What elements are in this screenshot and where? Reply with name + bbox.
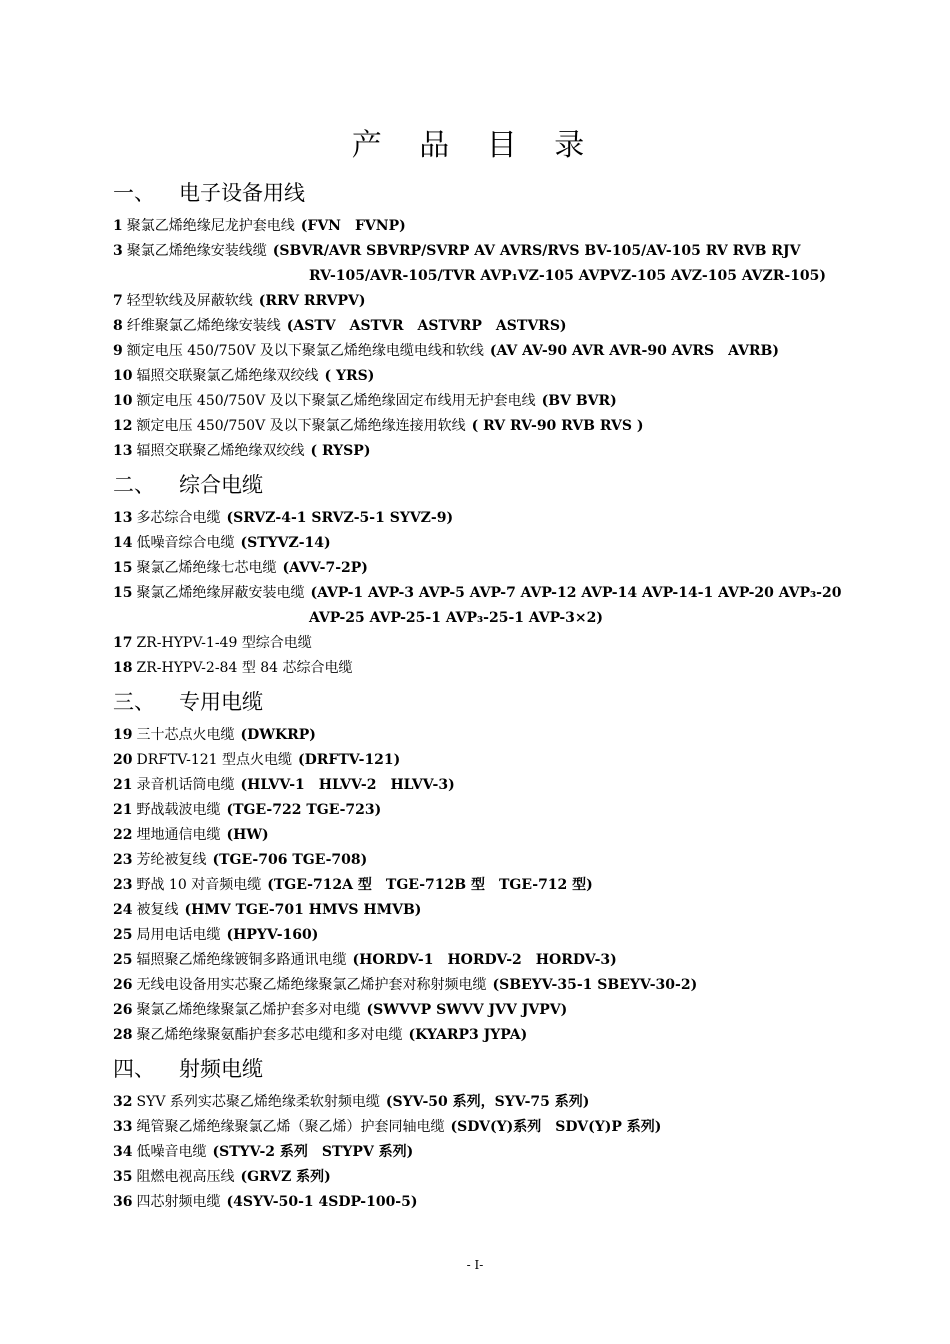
entry-model-codes: (GRVZ 系列): [240, 1169, 331, 1185]
entry-model-codes: (AVP-1 AVP-3 AVP-5 AVP-7 AVP-12 AVP-14 AVP-14-1 AVP-20 AVP₃-20: [310, 585, 842, 601]
entry-product-name: 阻燃电视高压线: [136, 1169, 235, 1185]
entry-model-codes: ( RV RV-90 RVB RVS ): [471, 418, 644, 434]
entry-page-number: 10: [113, 393, 133, 409]
entry-model-codes: (TGE-706 TGE-708): [212, 852, 368, 868]
section-title: 专用电缆: [179, 690, 263, 714]
entry-page-number: 19: [113, 727, 133, 743]
entry-model-codes: (STYVZ-14): [240, 535, 331, 551]
entry-product-name: 绳管聚乙烯绝缘聚氯乙烯（聚乙烯）护套同轴电缆: [136, 1119, 445, 1135]
entry-model-codes: (HW): [226, 827, 269, 843]
entry-product-name: 辐照交联聚氯乙烯绝缘双绞线: [136, 368, 319, 384]
toc-entry: [113, 364, 873, 389]
entry-product-name: 纤维聚氯乙烯绝缘安装线: [126, 318, 281, 334]
entry-page-number: 23: [113, 852, 133, 868]
entry-page-number: 13: [113, 510, 133, 526]
entry-product-name: 局用电话电缆: [136, 927, 221, 943]
entry-product-name: SYV 系列实芯聚乙烯绝缘柔软射频电缆: [136, 1094, 380, 1110]
entry-product-name: 聚氯乙烯绝缘尼龙护套电线: [126, 218, 295, 234]
entry-product-name: 额定电压 450/750V 及以下聚氯乙烯绝缘电缆电线和软线: [126, 343, 484, 359]
entry-model-codes: (RRV RRVPV): [258, 293, 366, 309]
entry-product-name: 聚氯乙烯绝缘七芯电缆: [136, 560, 277, 576]
entry-model-codes: (4SYV-50-1 4SDP-100-5): [226, 1194, 418, 1210]
toc-entry: [113, 339, 873, 364]
entry-product-name: 被复线: [136, 902, 179, 918]
entry-model-codes: (SRVZ-4-1 SRVZ-5-1 SYVZ-9): [226, 510, 454, 526]
entry-page-number: 23: [113, 877, 133, 893]
entry-model-codes: (HPYV-160): [226, 927, 319, 943]
entry-model-codes: (DWKRP): [240, 727, 316, 743]
entry-page-number: 3: [113, 243, 123, 259]
entry-model-codes: (DRFTV-121): [298, 752, 401, 768]
entry-page-number: 18: [113, 660, 133, 676]
toc-entry: [113, 723, 873, 748]
entry-model-codes: (HMV TGE-701 HMVS HMVB): [184, 902, 422, 918]
section-heading: [113, 468, 873, 502]
entry-product-name: 野战载波电缆: [136, 802, 221, 818]
entry-page-number: 1: [113, 218, 123, 234]
section-title: 综合电缆: [179, 473, 263, 497]
entry-model-codes: (AVV-7-2P): [282, 560, 368, 576]
entry-page-number: 8: [113, 318, 123, 334]
entry-page-number: 26: [113, 1002, 133, 1018]
toc-entry: [113, 631, 873, 656]
entry-model-codes: (HLVV-1 HLVV-2 HLVV-3): [240, 777, 455, 793]
entry-page-number: 13: [113, 443, 133, 459]
entry-product-name: 录音机话筒电缆: [136, 777, 235, 793]
entry-model-codes: (HORDV-1 HORDV-2 HORDV-3): [352, 952, 617, 968]
entry-page-number: 12: [113, 418, 133, 434]
toc-entry: [113, 581, 873, 631]
entry-page-number: 14: [113, 535, 133, 551]
entry-product-name: 聚乙烯绝缘聚氨酯护套多芯电缆和多对电缆: [136, 1027, 403, 1043]
entry-page-number: 34: [113, 1144, 133, 1160]
section-heading: [113, 1052, 873, 1086]
entry-page-number: 21: [113, 802, 133, 818]
entry-product-name: 野战 10 对音频电缆: [136, 877, 262, 893]
entry-model-codes: ( RYSP): [310, 443, 371, 459]
entry-page-number: 25: [113, 927, 133, 943]
entry-product-name: DRFTV-121 型点火电缆: [136, 752, 293, 768]
entry-page-number: 36: [113, 1194, 133, 1210]
entry-page-number: 17: [113, 635, 133, 651]
toc-entry: [113, 848, 873, 873]
entry-product-name: 三十芯点火电缆: [136, 727, 235, 743]
entry-page-number: 22: [113, 827, 133, 843]
entry-page-number: 32: [113, 1094, 133, 1110]
toc-entry: [113, 773, 873, 798]
toc-entry: [113, 873, 873, 898]
section-title: 电子设备用线: [179, 181, 305, 205]
entry-product-name: ZR-HYPV-1-49 型综合电缆: [136, 635, 312, 651]
entry-product-name: 多芯综合电缆: [136, 510, 221, 526]
section-number: 一、: [113, 181, 155, 205]
table-of-contents: [113, 172, 873, 1215]
toc-entry: [113, 748, 873, 773]
toc-entry: [113, 506, 873, 531]
toc-entry: [113, 1090, 873, 1115]
toc-entry: [113, 973, 873, 998]
page-title: 产 品 目 录: [351, 128, 599, 163]
toc-entry: [113, 823, 873, 848]
entry-model-codes: (SWVVP SWVV JVV JVPV): [366, 1002, 568, 1018]
toc-entry: [113, 1023, 873, 1048]
entry-product-name: 聚氯乙烯绝缘安装线缆: [126, 243, 267, 259]
entry-model-codes: (FVN FVNP): [300, 218, 406, 234]
entry-page-number: 33: [113, 1119, 133, 1135]
entry-model-codes: (TGE-712A 型 TGE-712B 型 TGE-712 型): [267, 877, 593, 893]
section-number: 四、: [113, 1057, 155, 1081]
entry-model-codes: (ASTV ASTVR ASTVRP ASTVRS): [286, 318, 567, 334]
entry-product-name: 四芯射频电缆: [136, 1194, 221, 1210]
toc-entry: [113, 1115, 873, 1140]
toc-entry: [113, 214, 873, 239]
toc-entry: [113, 1140, 873, 1165]
toc-entry: [113, 1165, 873, 1190]
toc-entry: [113, 439, 873, 464]
toc-entry: [113, 948, 873, 973]
toc-entry: [113, 414, 873, 439]
entry-model-codes: (SDV(Y)系列 SDV(Y)P 系列): [450, 1119, 662, 1135]
entry-page-number: 25: [113, 952, 133, 968]
entry-model-codes: (STYV-2 系列 STYPV 系列): [212, 1144, 414, 1160]
entry-page-number: 20: [113, 752, 133, 768]
entry-product-name: 无线电设备用实芯聚乙烯绝缘聚氯乙烯护套对称射频电缆: [136, 977, 487, 993]
entry-model-codes: (SBEYV-35-1 SBEYV-30-2): [492, 977, 698, 993]
entry-product-name: 芳纶被复线: [136, 852, 207, 868]
entry-page-number: 24: [113, 902, 133, 918]
entry-model-codes: (AV AV-90 AVR AVR-90 AVRS AVRB): [489, 343, 779, 359]
entry-page-number: 15: [113, 585, 133, 601]
section-number: 三、: [113, 690, 155, 714]
entry-page-number: 26: [113, 977, 133, 993]
entry-product-name: 额定电压 450/750V 及以下聚氯乙烯绝缘固定布线用无护套电线: [136, 393, 536, 409]
entry-product-name: 埋地通信电缆: [136, 827, 221, 843]
entry-product-name: ZR-HYPV-2-84 型 84 芯综合电缆: [136, 660, 353, 676]
entry-product-name: 额定电压 450/750V 及以下聚氯乙烯绝缘连接用软线: [136, 418, 466, 434]
entry-model-codes-continued: RV-105/AVR-105/TVR AVP₁VZ-105 AVPVZ-105 AVZ-105 AVZR-105): [309, 268, 827, 284]
section-heading: [113, 685, 873, 719]
toc-entry: [113, 798, 873, 823]
toc-entry: [113, 314, 873, 339]
entry-product-name: 低噪音综合电缆: [136, 535, 235, 551]
entry-model-codes: (KYARP3 JYPA): [408, 1027, 528, 1043]
section-title: 射频电缆: [179, 1057, 263, 1081]
toc-entry: [113, 289, 873, 314]
toc-entry: [113, 531, 873, 556]
toc-entry: [113, 923, 873, 948]
section-heading: [113, 176, 873, 210]
entry-page-number: 28: [113, 1027, 133, 1043]
entry-model-codes-continued: AVP-25 AVP-25-1 AVP₃-25-1 AVP-3×2): [309, 610, 604, 626]
entry-model-codes: (SYV-50 系列，SYV-75 系列): [385, 1094, 590, 1110]
entry-model-codes: ( YRS): [324, 368, 375, 384]
entry-model-codes: (SBVR/AVR SBVRP/SVRP AV AVRS/RVS BV-105/AV-105 RV RVB RJV: [272, 243, 801, 259]
toc-entry: [113, 656, 873, 681]
page-number: - I-: [466, 1258, 484, 1272]
toc-entry: [113, 998, 873, 1023]
toc-entry: [113, 389, 873, 414]
entry-product-name: 低噪音电缆: [136, 1144, 207, 1160]
section-number: 二、: [113, 473, 155, 497]
entry-page-number: 9: [113, 343, 123, 359]
toc-entry: [113, 239, 873, 289]
entry-product-name: 辐照交联聚乙烯绝缘双绞线: [136, 443, 305, 459]
entry-product-name: 聚氯乙烯绝缘屏蔽安装电缆: [136, 585, 305, 601]
entry-model-codes: (TGE-722 TGE-723): [226, 802, 382, 818]
entry-page-number: 35: [113, 1169, 133, 1185]
entry-product-name: 辐照聚乙烯绝缘镀铜多路通讯电缆: [136, 952, 347, 968]
entry-page-number: 21: [113, 777, 133, 793]
entry-product-name: 轻型软线及屏蔽软线: [126, 293, 253, 309]
toc-entry: [113, 898, 873, 923]
entry-product-name: 聚氯乙烯绝缘聚氯乙烯护套多对电缆: [136, 1002, 361, 1018]
toc-entry: [113, 1190, 873, 1215]
entry-page-number: 10: [113, 368, 133, 384]
toc-entry: [113, 556, 873, 581]
entry-model-codes: (BV BVR): [541, 393, 617, 409]
entry-page-number: 15: [113, 560, 133, 576]
entry-page-number: 7: [113, 293, 123, 309]
